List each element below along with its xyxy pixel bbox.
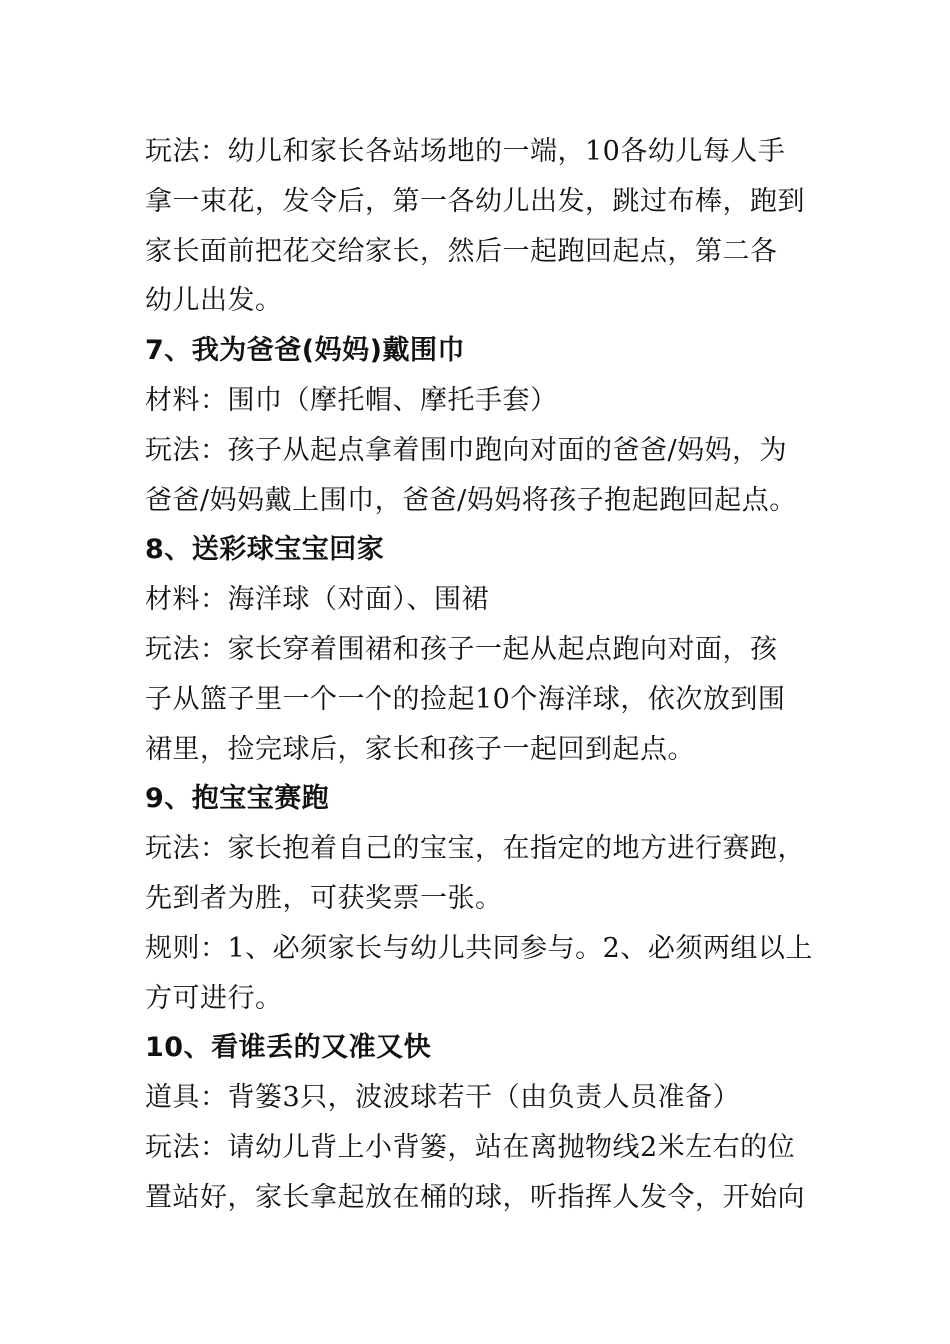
body-line: 家长面前把花交给家长，然后一起跑回起点，第二各 — [145, 235, 778, 267]
body-line: 置站好，家长拿起放在桶的球，听指挥人发令，开始向 — [145, 1181, 805, 1213]
body-line: 玩法：家长穿着围裙和孩子一起从起点跑向对面，孩 — [145, 633, 778, 665]
body-line: 玩法：家长抱着自己的宝宝，在指定的地方进行赛跑， — [145, 833, 805, 865]
body-line: 材料：海洋球（对面）、围裙 — [145, 584, 489, 616]
section-heading: 10、看谁丢的又准又快 — [145, 1032, 432, 1064]
document-body — [145, 127, 825, 1223]
body-line: 幼儿出发。 — [145, 285, 283, 317]
body-line: 材料：围巾（摩托帽、摩托手套） — [145, 384, 558, 416]
body-line: 道具：背篓3只，波波球若干（由负责人员准备） — [145, 1082, 741, 1114]
body-line: 子从篮子里一个一个的捡起10个海洋球，依次放到围 — [145, 683, 786, 715]
body-line: 爸爸/妈妈戴上围巾，爸爸/妈妈将孩子抱起跑回起点。 — [145, 484, 797, 516]
body-line: 方可进行。 — [145, 982, 283, 1014]
body-line: 玩法：孩子从起点拿着围巾跑向对面的爸爸/妈妈，为 — [145, 434, 788, 466]
body-line: 先到者为胜，可获奖票一张。 — [145, 882, 503, 914]
body-line: 玩法：请幼儿背上小背篓，站在离抛物线2米左右的位 — [145, 1131, 796, 1163]
body-line: 规则：1、必须家长与幼儿共同参与。2、必须两组以上 — [145, 932, 813, 964]
body-line: 拿一束花，发令后，第一各幼儿出发，跳过布棒，跑到 — [145, 185, 805, 217]
section-heading: 9、抱宝宝赛跑 — [145, 783, 330, 815]
body-line: 裙里，捡完球后，家长和孩子一起回到起点。 — [145, 733, 695, 765]
section-heading: 8、送彩球宝宝回家 — [145, 534, 385, 566]
section-heading: 7、我为爸爸(妈妈)戴围巾 — [145, 335, 465, 367]
body-line: 玩法：幼儿和家长各站场地的一端，10各幼儿每人手 — [145, 136, 786, 167]
